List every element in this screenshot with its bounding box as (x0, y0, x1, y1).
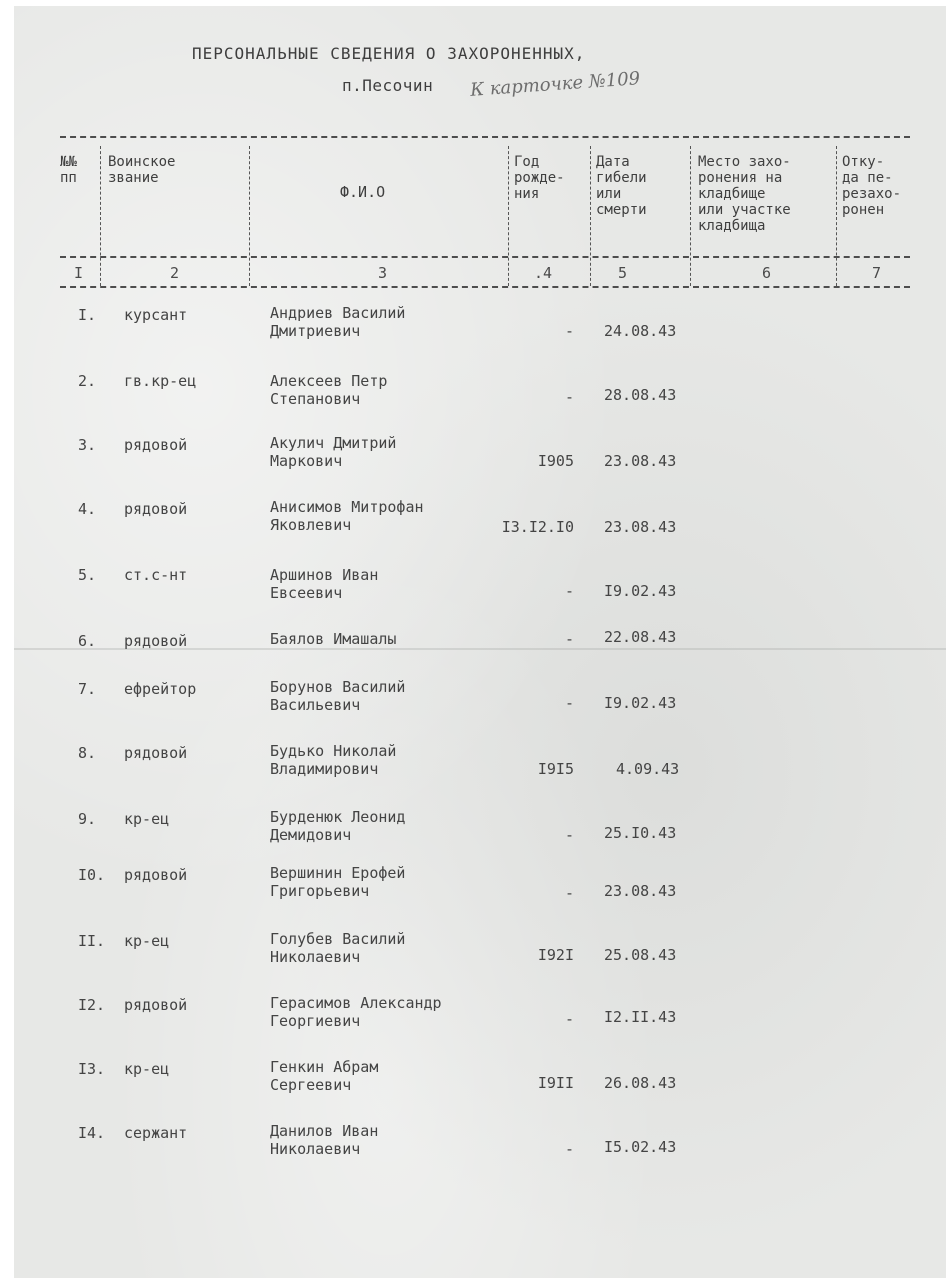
row-name (270, 1122, 378, 1158)
row-rank: рядовой (124, 744, 188, 762)
row-rank: рядовой (124, 436, 188, 454)
row-name (270, 304, 405, 340)
handwritten-note: К карточке №109 (469, 68, 641, 101)
column-number: 5 (618, 264, 628, 282)
name-line-1: Будько Николай (270, 742, 397, 760)
row-rank: ефрейтор (124, 680, 197, 698)
row-birth: I3.I2.I0 (501, 518, 574, 536)
col-header-death: Дата гибели или смерти (596, 154, 647, 218)
name-line-1: Бурденюк Леонид (270, 808, 406, 826)
row-birth: I905 (537, 452, 574, 470)
table-top-rule (60, 136, 910, 138)
row-birth: - (564, 388, 574, 406)
row-name (270, 994, 442, 1030)
column-number: .4 (534, 264, 553, 282)
row-death-date: 26.08.43 (604, 1074, 677, 1092)
name-line-2: Демидович (270, 826, 352, 844)
column-divider (836, 146, 837, 286)
row-number: 2. (78, 372, 97, 390)
name-line-2: Григорьевич (270, 882, 370, 900)
col-header-rank: Воинское звание (108, 154, 176, 186)
table-header-rule (60, 256, 910, 258)
row-rank: рядовой (124, 632, 188, 650)
column-divider (590, 146, 591, 286)
column-number: 3 (378, 264, 388, 282)
col-header-birth: Год рожде- ния (514, 154, 565, 202)
row-number: 7. (78, 680, 97, 698)
row-rank: кр-ец (124, 932, 170, 950)
name-line-2: Дмитриевич (270, 322, 361, 340)
row-birth: - (564, 694, 574, 712)
row-death-date: 24.08.43 (604, 322, 677, 340)
name-line-2: Владимирович (270, 760, 379, 778)
row-birth: - (564, 884, 574, 902)
column-number: 2 (170, 264, 180, 282)
row-name (270, 566, 378, 602)
name-line-2: Николаевич (270, 948, 361, 966)
row-birth: I9II (537, 1074, 574, 1092)
name-line-2: Яковлевич (270, 516, 352, 534)
row-name (270, 372, 387, 408)
row-death-date: 4.09.43 (616, 760, 680, 778)
row-death-date: 25.I0.43 (604, 824, 677, 842)
row-rank: гв.кр-ец (124, 372, 197, 390)
row-birth: - (564, 630, 574, 648)
row-number: I3. (78, 1060, 106, 1078)
row-name (270, 434, 396, 470)
name-line-1: Голубев Василий (270, 930, 406, 948)
row-death-date: I9.02.43 (604, 694, 677, 712)
row-number: 9. (78, 810, 97, 828)
column-divider (249, 146, 250, 286)
row-number: 8. (78, 744, 97, 762)
row-birth: I9I5 (537, 760, 574, 778)
row-rank: рядовой (124, 500, 188, 518)
col-header-name: Ф.И.О (340, 183, 386, 201)
place-name: п.Песочин (342, 76, 434, 95)
row-death-date: 22.08.43 (604, 628, 677, 646)
name-line-2: Маркович (270, 452, 343, 470)
row-name (270, 864, 405, 900)
name-line-2: Степанович (270, 390, 361, 408)
row-name (270, 808, 405, 844)
row-death-date: I5.02.43 (604, 1138, 677, 1156)
table-numbers-rule (60, 286, 910, 288)
row-name (270, 630, 396, 648)
row-number: 5. (78, 566, 97, 584)
row-name (270, 1058, 378, 1094)
name-line-1: Андриев Василий (270, 304, 406, 322)
row-death-date: 23.08.43 (604, 882, 677, 900)
name-line-2: Евсеевич (270, 584, 343, 602)
row-rank: курсант (124, 306, 188, 324)
row-number: I2. (78, 996, 106, 1014)
row-name (270, 678, 405, 714)
row-death-date: 23.08.43 (604, 452, 677, 470)
row-birth: - (564, 1140, 574, 1158)
row-death-date: I2.II.43 (604, 1008, 677, 1026)
row-number: II. (78, 932, 106, 950)
name-line-1: Аршинов Иван (270, 566, 379, 584)
row-death-date: 23.08.43 (604, 518, 677, 536)
row-number: 6. (78, 632, 97, 650)
col-header-burial-place: Место захо- ронения на кладбище или участке кладбища (698, 154, 791, 234)
name-line-1: Анисимов Митрофан (270, 498, 424, 516)
row-birth: - (564, 826, 574, 844)
row-birth: - (564, 1010, 574, 1028)
column-number: 7 (872, 264, 882, 282)
row-number: I. (78, 306, 97, 324)
column-number: 6 (762, 264, 772, 282)
row-name (270, 930, 405, 966)
name-line-2: Сергеевич (270, 1076, 352, 1094)
row-number: 3. (78, 436, 97, 454)
row-name (270, 742, 396, 778)
name-line-1: Акулич Дмитрий (270, 434, 397, 452)
row-number: I4. (78, 1124, 106, 1142)
document-title: ПЕРСОНАЛЬНЫЕ СВЕДЕНИЯ О ЗАХОРОНЕННЫХ, (192, 44, 586, 63)
row-death-date: 25.08.43 (604, 946, 677, 964)
row-birth: - (564, 582, 574, 600)
row-rank: ст.с-нт (124, 566, 188, 584)
column-divider (100, 146, 101, 286)
row-number: 4. (78, 500, 97, 518)
column-divider (508, 146, 509, 286)
row-rank: кр-ец (124, 810, 170, 828)
name-line-1: Баялов Имашалы (270, 630, 397, 648)
row-rank: кр-ец (124, 1060, 170, 1078)
name-line-2: Николаевич (270, 1140, 361, 1158)
col-header-number: №№ пп (60, 154, 77, 186)
name-line-1: Борунов Василий (270, 678, 406, 696)
name-line-1: Данилов Иван (270, 1122, 379, 1140)
column-divider (690, 146, 691, 286)
row-death-date: 28.08.43 (604, 386, 677, 404)
name-line-1: Генкин Абрам (270, 1058, 379, 1076)
row-rank: сержант (124, 1124, 188, 1142)
row-name (270, 498, 424, 534)
col-header-reburied-from: Отку- да пе- резахо- ронен (842, 154, 902, 218)
row-rank: рядовой (124, 996, 188, 1014)
row-number: I0. (78, 866, 106, 884)
name-line-1: Алексеев Петр (270, 372, 388, 390)
row-death-date: I9.02.43 (604, 582, 677, 600)
row-birth: - (564, 322, 574, 340)
name-line-2: Георгиевич (270, 1012, 361, 1030)
row-rank: рядовой (124, 866, 188, 884)
name-line-1: Вершинин Ерофей (270, 864, 406, 882)
name-line-1: Герасимов Александр (270, 994, 442, 1012)
name-line-2: Васильевич (270, 696, 361, 714)
column-number: I (74, 264, 84, 282)
row-birth: I92I (537, 946, 574, 964)
